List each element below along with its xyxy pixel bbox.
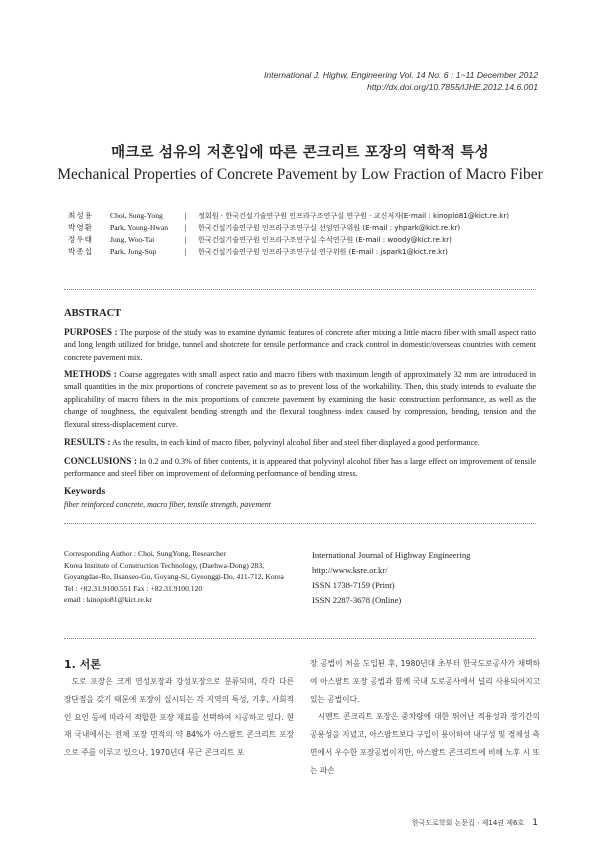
author-name-en: Jung, Woo-Tai bbox=[110, 235, 155, 244]
author-separator: | bbox=[184, 235, 187, 244]
author-name-ko: 정우태 bbox=[68, 235, 94, 244]
author-affiliation: 정회원 · 한국건설기술연구원 인프라구조연구실 연구원 · 교신저자(E-mail : kinopio81@kict.re.kr) bbox=[198, 211, 510, 220]
issn-print: ISSN 1738-7159 (Print) bbox=[312, 580, 395, 590]
doi-link[interactable]: http://dx.doi.org/10.7855/IJHE.2012.14.6.001 bbox=[366, 82, 538, 92]
keywords-text: fiber reinforced concrete, macro fiber, tensile strength, pavement bbox=[64, 500, 271, 509]
abstract-results bbox=[64, 436, 536, 449]
section-heading: 1. 서론 bbox=[64, 658, 101, 671]
corresponding-line: Tel : +82.31.9100.551 Fax : +82.31.9100.120 bbox=[64, 583, 203, 593]
results-text: As the results, in each kind of macro fiber, polyvinyl alcohol fiber and steel fiber displayed a good performance. bbox=[112, 438, 480, 447]
author-affiliation: 한국건설기술연구원 인프라구조연구실 선임연구위원 (E-mail : yhpark@kict.re.kr) bbox=[198, 223, 461, 232]
journal-info-block bbox=[312, 548, 542, 608]
corresponding-line: Goyangdae-Ro, Ilsanseo-Gu, Goyang-Si, Gyeonggi-Do, 411-712, Korea bbox=[64, 572, 284, 581]
divider bbox=[64, 638, 536, 639]
author-separator: | bbox=[184, 247, 187, 256]
abstract-purposes bbox=[64, 326, 536, 364]
body-paragraph: 시멘트 콘크리트 포장은 중차량에 대한 뛰어난 적용성과 장기간의 공용성을 지녔고, 아스팔트보다 구입이 용이하여 내구성 및 경제성 측면에서 우수한 포장공법이지만, 아스팔트 콘크리트에 비해 노후 시 또는 파손 bbox=[310, 712, 540, 775]
corresponding-line: Korea Institute of Construction Technology, (Daehwa-Dong) 283, bbox=[64, 560, 265, 570]
author-name-ko: 박종섭 bbox=[68, 247, 94, 256]
author-name-en: Park, Young-Hwan bbox=[110, 223, 169, 232]
purposes-label: PURPOSES : bbox=[64, 327, 118, 337]
conclusions-label: CONCLUSIONS : bbox=[64, 456, 137, 466]
title-english: Mechanical Properties of Concrete Pavement by Low Fraction of Macro Fiber bbox=[57, 166, 543, 183]
author-separator: | bbox=[184, 211, 187, 220]
author-affiliation: 한국건설기술연구원 인프라구조연구실 연구위원 (E-mail : jspark1@kict.re.kr) bbox=[198, 247, 448, 256]
results-label: RESULTS : bbox=[64, 437, 111, 447]
divider bbox=[64, 523, 536, 524]
title-korean: 매크로 섬유의 저혼입에 따른 콘크리트 포장의 역학적 특성 bbox=[111, 145, 489, 161]
divider bbox=[64, 289, 536, 290]
body-column-left bbox=[64, 673, 294, 762]
page-footer bbox=[412, 818, 538, 828]
issn-online: ISSN 2287-3678 (Online) bbox=[312, 595, 402, 605]
body-paragraph: 장 공법이 처음 도입된 후, 1980년대 초부터 한국도로공사가 채택하여 아스팔트 포장 공법과 함께 국내 도로공사에서 널리 사용되어지고 있는 공법이다. bbox=[310, 659, 540, 704]
author-separator: | bbox=[184, 223, 187, 232]
journal-url[interactable]: http://www.ksre.or.kr/ bbox=[312, 565, 388, 575]
journal-citation: International J. Highw. Engineering Vol. 14 No. 6 : 1~11 December 2012 bbox=[264, 70, 538, 80]
abstract-heading: ABSTRACT bbox=[64, 308, 122, 319]
author-name-ko: 박영환 bbox=[68, 223, 94, 232]
author-name-en: Park, Jong-Sup bbox=[110, 247, 157, 256]
keywords-heading: Keywords bbox=[64, 487, 106, 497]
footer-journal: 한국도로학회 논문집 · 제14권 제6호 bbox=[411, 819, 525, 827]
corresponding-email: email : kinopio81@kict.re.kr bbox=[64, 595, 152, 604]
journal-name: International Journal of Highway Engineering bbox=[312, 550, 471, 560]
corresponding-line: Corresponding Author : Choi, SungYong, Researcher bbox=[64, 549, 226, 558]
methods-text: Coarse aggregates with small aspect ratio and macro fibers with maximum length of approximately 32 mm are introduced in small quantities in the mix proportions of concrete pavement so as to prevent loss of the workability. Then, this study intends to evaluate the applicability of macro fibers in the mix proportions of concrete pavement by examining the basic construction performance, as well as the change of toughness, the equivalent bending strength and the flexural toughness index caused by compression, bending, tension and the flexural stress-displacement curve. bbox=[64, 370, 536, 429]
abstract-methods bbox=[64, 368, 536, 431]
author-name-en: Choi, Sung-Yong bbox=[110, 211, 163, 220]
methods-label: METHODS : bbox=[64, 369, 117, 379]
author-name-ko: 최성용 bbox=[68, 211, 94, 220]
corresponding-author-block bbox=[64, 548, 304, 606]
page-number: 1 bbox=[532, 818, 538, 828]
conclusions-text: In 0.2 and 0.3% of fiber contents, it is appeared that polyvinyl alcohol fiber has a large effect on improvement of tensile performance and steel fiber on improvement of deforming performance of bending stress. bbox=[64, 457, 537, 479]
body-column-right bbox=[310, 655, 540, 780]
body-paragraph: 도로 포장은 크게 연성포장과 강성포장으로 분류되며, 각각 다른 장단점을 갖기 때문에 포장이 실시되는 각 지역의 특성, 기후, 사회적인 요인 등에 따라서 적합한 포장 재료를 선택하여 시공하고 있다. 현재 국내에서는 전체 포장 면적의 약 84%가 아스팔트 콘크리트 포장으로 주를 이루고 있으나, 1970년대 무근 콘크리트 포 bbox=[64, 677, 294, 758]
abstract-conclusions bbox=[64, 455, 536, 481]
author-affiliation: 한국건설기술연구원 인프라구조연구실 수석연구원 (E-mail : woody@kict.re.kr) bbox=[198, 235, 452, 244]
purposes-text: The purpose of the study was to examine dynamic features of concrete after mixing a little macro fiber with small aspect ratio and long length utilized for bridge, tunnel and shotcrete for tensile performance and crack control in domestic/overseas countries with cement concrete pavement mix. bbox=[64, 328, 536, 362]
